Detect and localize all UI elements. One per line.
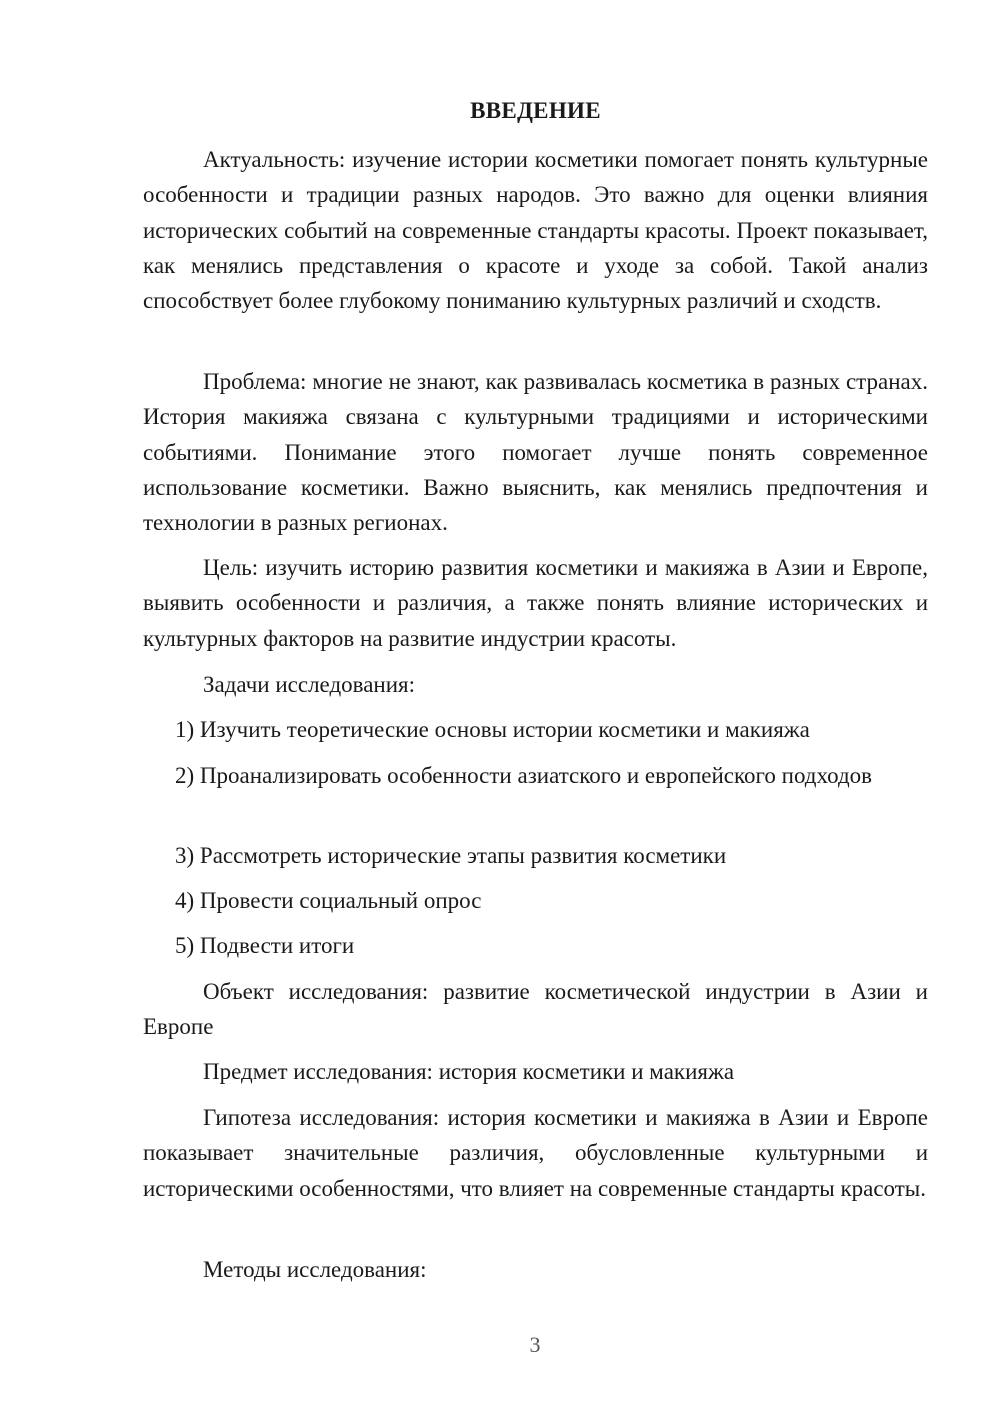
task-item: 2) Проанализировать особенности азиатского и европейского подходов (175, 763, 873, 788)
paragraph-hypothesis: Гипотеза исследования: история косметики и макияжа в Азии и Европе показывает значительные различия, обусловленные культурными и историческими особенностями, что влияет на современные стандарты красоты. (143, 1105, 928, 1201)
task-item: 5) Подвести итоги (175, 933, 355, 958)
task-item: 3) Рассмотреть исторические этапы развития косметики (175, 843, 727, 868)
section-title: ВВЕДЕНИЕ (470, 98, 601, 123)
task-item: 4) Провести социальный опрос (175, 888, 482, 913)
methods-heading: Методы исследования: (203, 1257, 427, 1282)
tasks-heading: Задачи исследования: (203, 672, 416, 697)
paragraph-relevance: Актуальность: изучение истории косметики помогает понять культурные особенности и традиции разных народов. Это важно для оценки влияния исторических событий на современные стандарты красоты. Проект показывает, как менялись представления о красоте и уходе за собой. Такой анализ способствует более глубокому пониманию культурных различий и сходств. (143, 147, 928, 314)
paragraph-goal: Цель: изучить историю развития косметики и макияжа в Азии и Европе, выявить особенности и различия, а также понять влияние исторических и культурных факторов на развитие индустрии красоты. (143, 555, 928, 651)
paragraph-object: Объект исследования: развитие косметической индустрии в Азии и Европе (143, 979, 928, 1040)
paragraph-subject: Предмет исследования: история косметики и макияжа (203, 1059, 735, 1084)
page-number: 3 (529, 1332, 541, 1357)
task-item: 1) Изучить теоретические основы истории косметики и макияжа (175, 717, 810, 742)
paragraph-problem: Проблема: многие не знают, как развивалась косметика в разных странах. История макияжа связана с культурными традициями и историческими событиями. Понимание этого помогает лучше понять современное использование косметики. Важно выяснить, как менялись предпочтения и технологии в разных регионах. (143, 369, 928, 536)
